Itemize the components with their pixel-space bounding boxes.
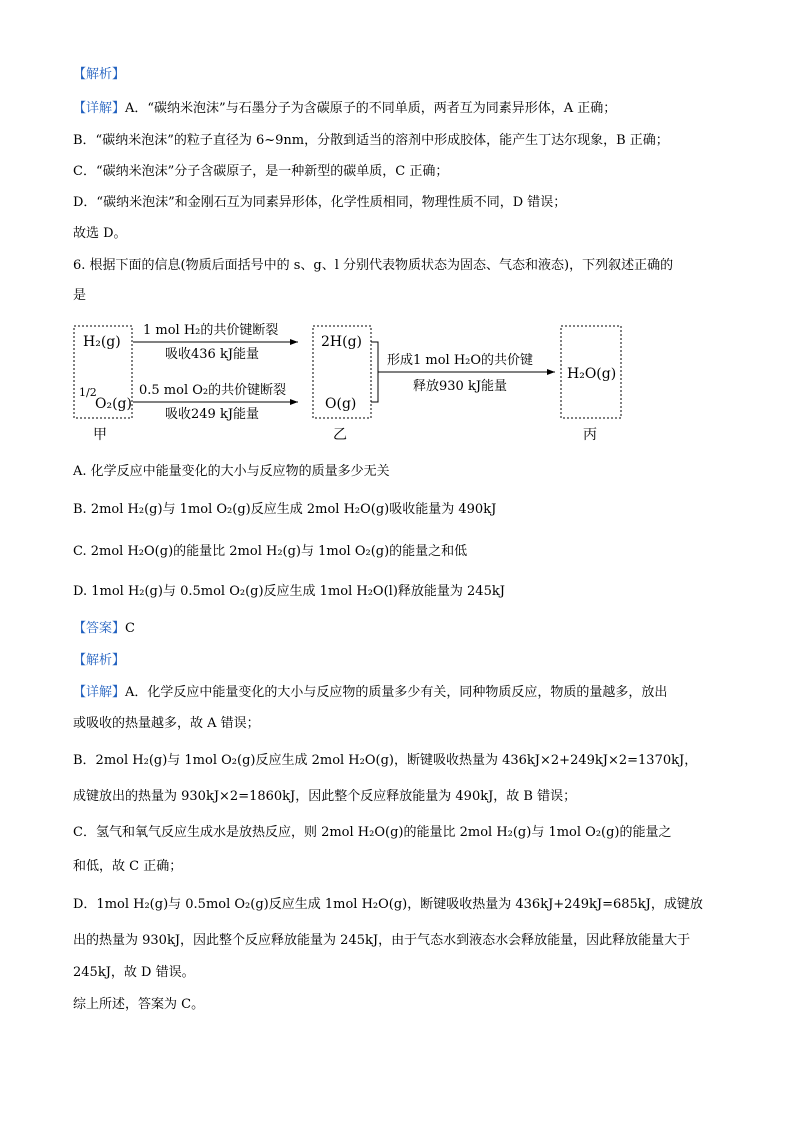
detail-line: 成键放出的热量为 930kJ×2=1860kJ，因此整个反应释放能量为 490kJ，故 B 错误； (73, 789, 577, 804)
label-yi: 乙 (333, 427, 347, 443)
detail-text: A．化学反应中能量变化的大小与反应物的质量多少有关，同种物质反应，物质的量越多，放出 (125, 685, 668, 700)
answer-line (73, 620, 733, 638)
label-bing: 丙 (583, 427, 597, 443)
detail-line (73, 100, 733, 118)
arrow1-top: 1 mol H₂的共价键断裂 (143, 323, 279, 338)
detail-text: A．“碳纳米泡沫”与石墨分子为含碳原子的不同单质，两者互为同素异形体，A 正确； (125, 101, 617, 116)
option-c: C. 2mol H₂O(g)的能量比 2mol H₂(g)与 1mol O₂(g)的能量之和低 (73, 544, 468, 559)
option-b: B. 2mol H₂(g)与 1mol O₂(g)反应生成 2mol H₂O(g)吸收能量为 490kJ (73, 502, 497, 517)
answer-tag: 【答案】 (73, 621, 126, 636)
yi-o: O(g) (325, 396, 357, 412)
detail-line: 和低，故 C 正确； (73, 859, 183, 874)
bracket (371, 342, 378, 402)
arrow1-bottom: 吸收436 kJ能量 (165, 347, 260, 362)
option-a: A. 化学反应中能量变化的大小与反应物的质量多少无关 (73, 464, 390, 479)
analysis-tag: 【解析】 (73, 653, 126, 668)
arrow3-bottom: 释放930 kJ能量 (413, 379, 508, 394)
detail-line: 综上所述，答案为 C。 (73, 997, 205, 1012)
detail-line: 故选 D。 (73, 226, 127, 241)
detail-line: D．“碳纳米泡沫”和金刚石互为同素异形体，化学性质相同，物理性质不同，D 错误； (73, 195, 567, 210)
jia-h2: H₂(g) (83, 334, 121, 350)
detail-line: C．“碳纳米泡沫”分子含碳原子，是一种新型的碳单质，C 正确； (73, 164, 449, 179)
label-jia: 甲 (93, 427, 107, 443)
arrow2-bottom: 吸收249 kJ能量 (165, 407, 260, 422)
detail-line: D．1mol H₂(g)与 0.5mol O₂(g)反应生成 1mol H₂O(g)，断键吸收热量为 436kJ+249kJ=685kJ，成键放 (73, 897, 703, 912)
detail-tag: 【详解】 (73, 685, 126, 700)
yi-2h: 2H(g) (321, 334, 363, 350)
question-text: 6. 根据下面的信息(物质后面括号中的 s、g、l 分别代表物质状态为固态、气态和液态)，下列叙述正确的 (73, 258, 674, 273)
bing-h2o: H₂O(g) (567, 366, 617, 382)
detail-line (73, 684, 733, 702)
arrow3-top: 形成1 mol H₂O的共价键 (387, 353, 534, 368)
jia-half: 1/2 (79, 386, 97, 399)
option-d: D. 1mol H₂(g)与 0.5mol O₂(g)反应生成 1mol H₂O(l)释放能量为 245kJ (73, 584, 505, 599)
detail-line: C．氢气和氧气反应生成水是放热反应，则 2mol H₂O(g)的能量比 2mol H₂(g)与 1mol O₂(g)的能量之 (73, 825, 672, 840)
detail-line: 或吸收的热量越多，故 A 错误； (73, 716, 260, 731)
detail-line: 245kJ，故 D 错误。 (73, 965, 195, 980)
question-text-cont: 是 (73, 288, 87, 303)
energy-diagram (73, 318, 633, 450)
detail-tag: 【详解】 (73, 101, 126, 116)
answer-value: C (125, 621, 135, 636)
arrow2-top: 0.5 mol O₂的共价键断裂 (139, 383, 287, 398)
detail-line: B．“碳纳米泡沫”的粒子直径为 6~9nm，分散到适当的溶剂中形成胶体，能产生丁达尔现象，B 正确； (73, 133, 669, 148)
analysis-tag: 【解析】 (73, 67, 126, 82)
detail-line: B．2mol H₂(g)与 1mol O₂(g)反应生成 2mol H₂O(g)，断键吸收热量为 436kJ×2+249kJ×2=1370kJ， (73, 753, 698, 768)
jia-o2: O₂(g) (95, 396, 132, 412)
detail-line: 出的热量为 930kJ，因此整个反应释放能量为 245kJ，由于气态水到液态水会释放能量，因此释放能量大于 (73, 933, 691, 948)
